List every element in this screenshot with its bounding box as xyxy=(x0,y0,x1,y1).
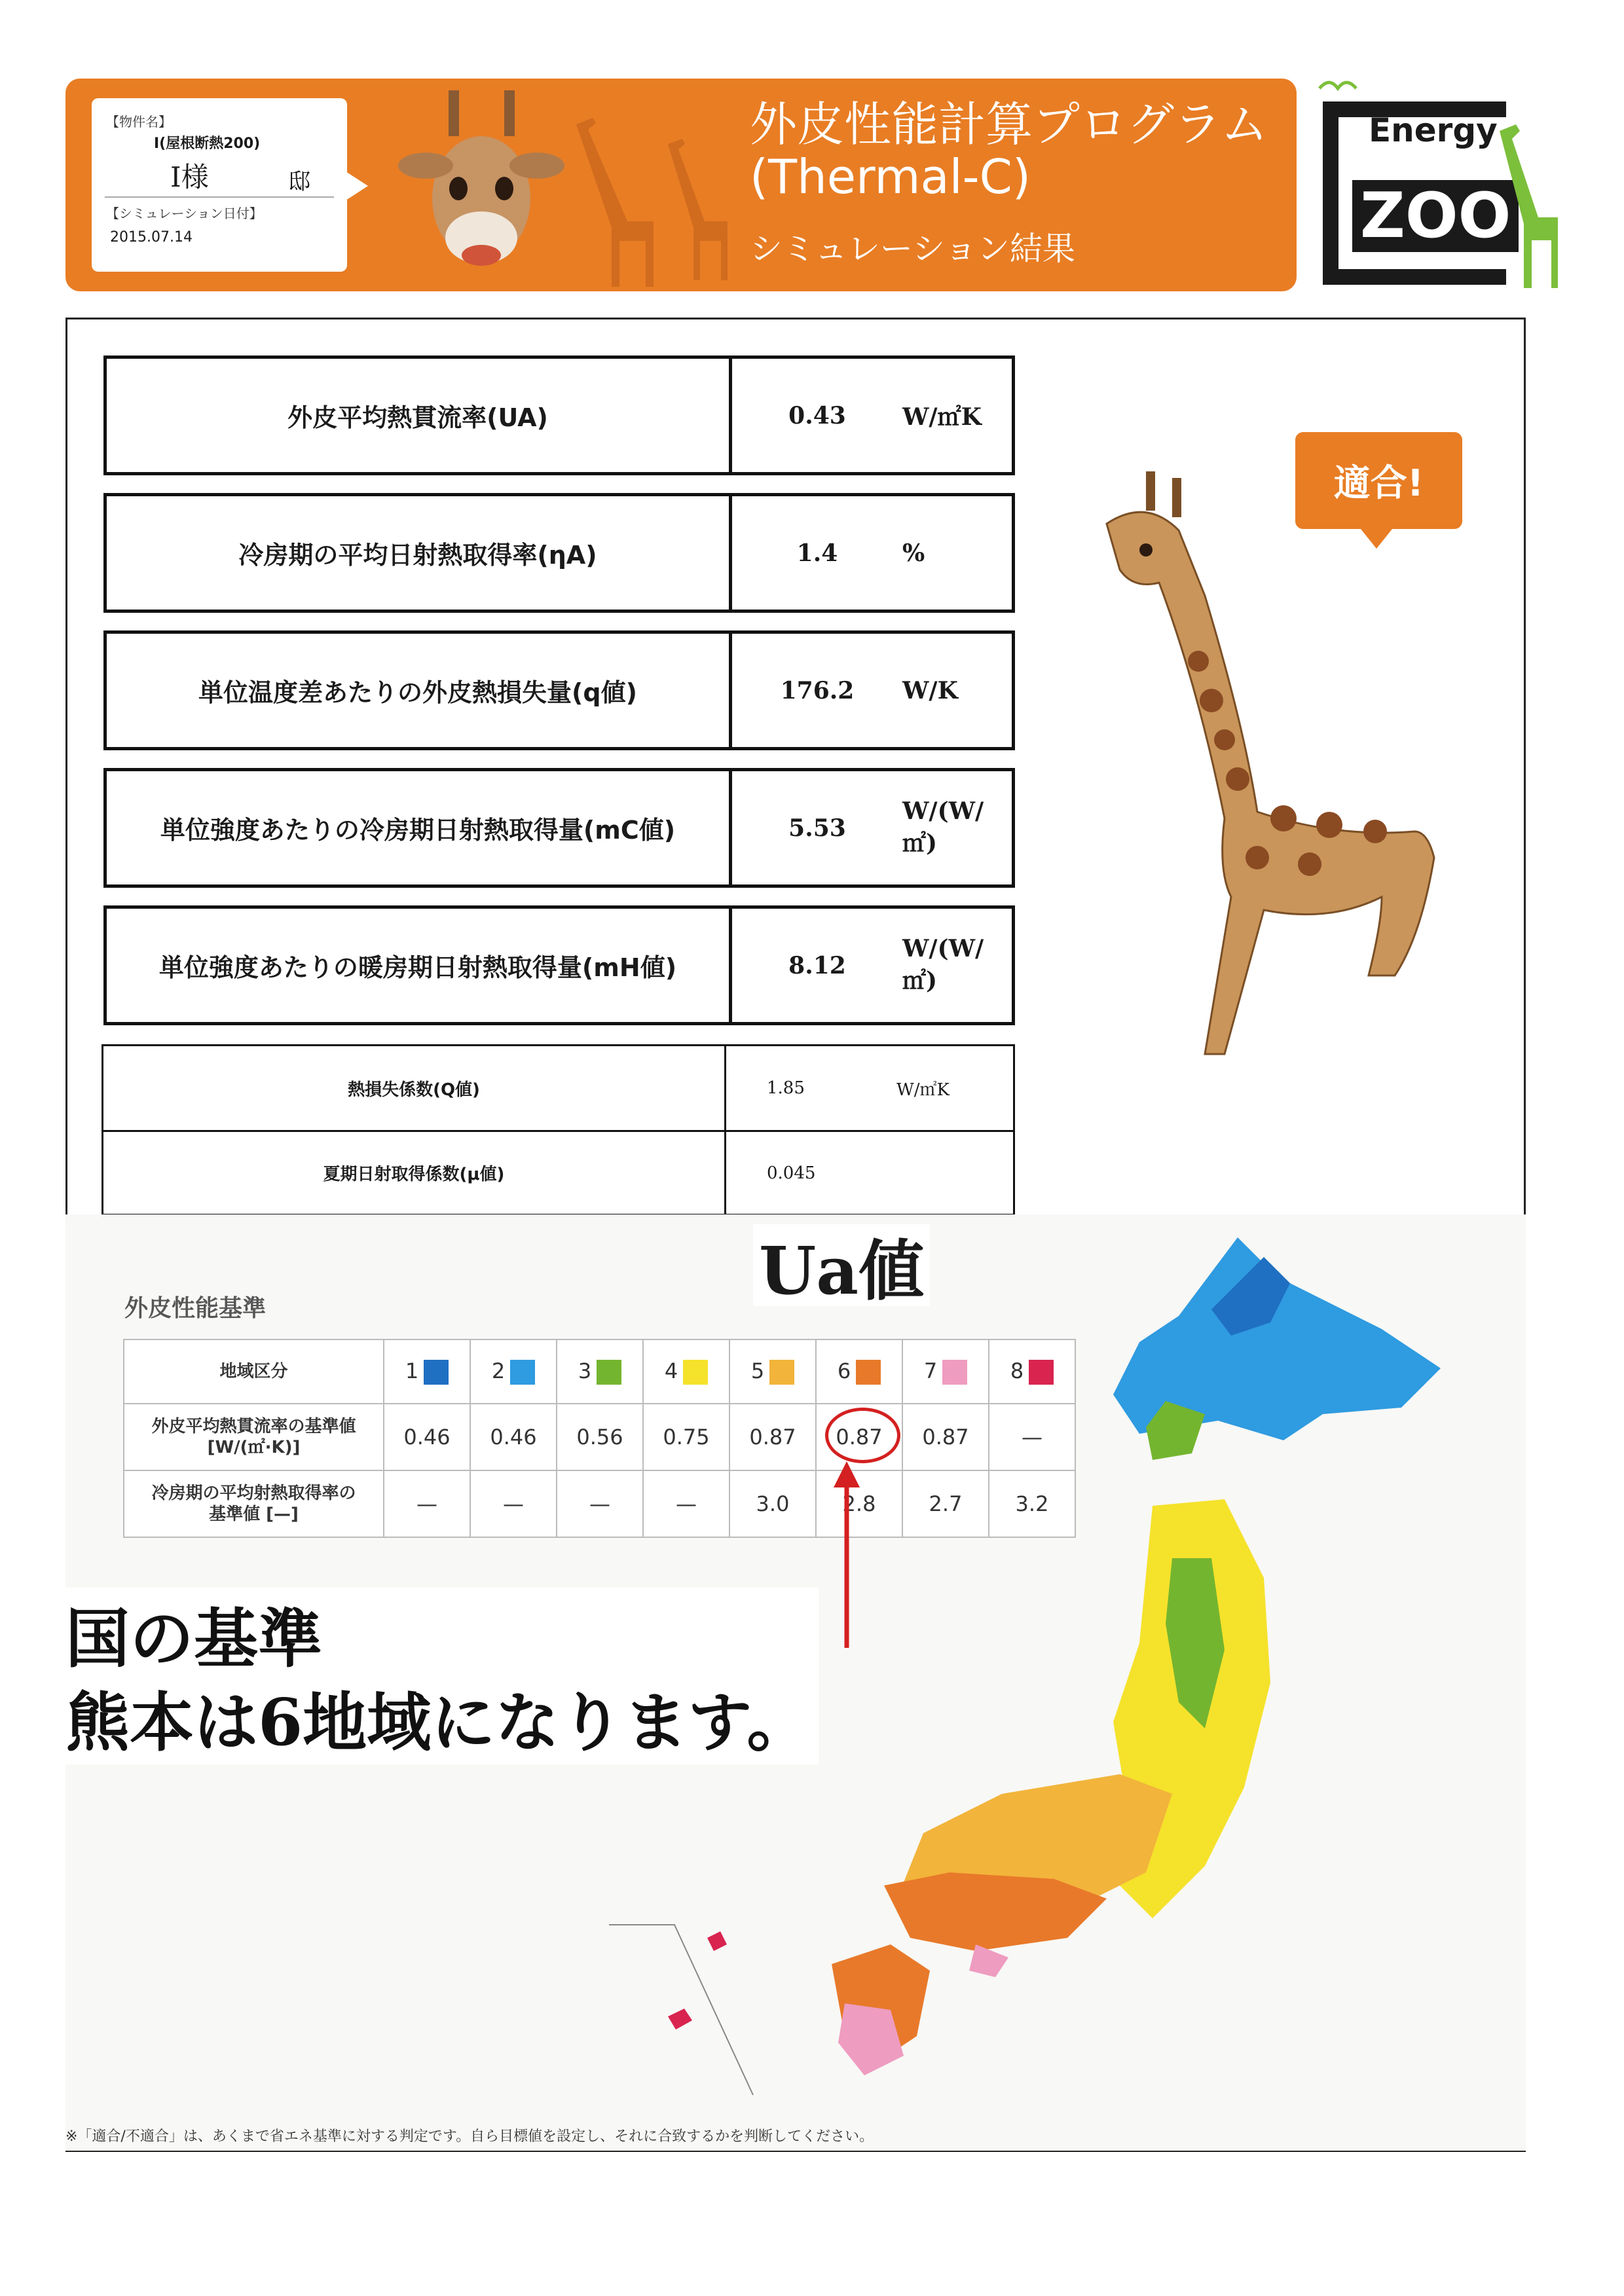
result-value: 0.045 xyxy=(767,1163,816,1183)
ua-row-label: 外皮平均熱貫流率の基準値 [W/(㎡·K)] xyxy=(124,1404,384,1470)
program-title xyxy=(750,98,1287,203)
highlight-circle xyxy=(825,1408,900,1463)
property-subtitle: I(屋根断熱200) xyxy=(154,136,261,152)
table-row xyxy=(124,1404,1075,1470)
result-unit: W/㎡K xyxy=(896,1080,950,1100)
ua-value: 0.87 xyxy=(902,1404,989,1470)
result-label: 単位温度差あたりの外皮熱損失量(q値) xyxy=(107,634,732,747)
result-label: 熱損失係数(Q値) xyxy=(103,1046,726,1130)
eta-value: — xyxy=(470,1470,557,1537)
ua-value: 0.87 xyxy=(729,1404,816,1470)
result-value: 5.53 xyxy=(788,814,846,842)
table-row xyxy=(124,1470,1075,1537)
swatch-icon xyxy=(769,1360,794,1385)
eta-value: — xyxy=(643,1470,729,1537)
standards-title: 外皮性能基準 xyxy=(124,1295,267,1322)
footnote: ※「適合/不適合」は、あくまで省エネ基準に対する判定です。自ら目標値を設定し、それに合致するかを判断してください。 xyxy=(65,2128,874,2145)
eta-value: 3.2 xyxy=(989,1470,1075,1537)
result-row-ua xyxy=(103,355,1015,475)
result-unit: W/(W/㎡) xyxy=(902,797,984,857)
region-3-header: 3 xyxy=(557,1339,643,1404)
note-line-1: 国の基準 xyxy=(65,1601,323,1677)
red-arrow-icon xyxy=(830,1461,863,1651)
result-value: 176.2 xyxy=(780,676,855,704)
result-row-eta xyxy=(103,493,1015,613)
property-label: 【物件名】 xyxy=(106,114,172,130)
ua-value: — xyxy=(989,1404,1075,1470)
property-info-card xyxy=(92,98,347,272)
table-row xyxy=(124,1339,1075,1404)
region-1-header: 1 xyxy=(384,1339,470,1404)
eta-value: 2.8 xyxy=(816,1470,902,1537)
result-value: 1.4 xyxy=(796,539,838,567)
result-value: 0.43 xyxy=(788,401,846,429)
result-unit: % xyxy=(902,539,925,567)
card-divider xyxy=(105,196,334,198)
region-8-header: 8 xyxy=(989,1339,1075,1404)
table-row xyxy=(103,1046,1013,1130)
result-label: 単位強度あたりの冷房期日射熱取得量(mC値) xyxy=(107,771,732,884)
verdict-badge: 適合! xyxy=(1295,432,1462,529)
result-label: 単位強度あたりの暖房期日射熱取得量(mH値) xyxy=(107,909,732,1022)
eta-value: 2.7 xyxy=(902,1470,989,1537)
swatch-icon xyxy=(942,1360,967,1385)
result-row-q xyxy=(103,630,1015,750)
swatch-icon xyxy=(597,1360,621,1385)
logo-bird-icon xyxy=(1316,72,1362,98)
swatch-icon xyxy=(510,1360,535,1385)
result-unit: W/K xyxy=(902,676,958,704)
ua-value: 0.87 xyxy=(816,1404,902,1470)
logo-zoo-text: ZOO xyxy=(1352,180,1519,252)
result-value: 8.12 xyxy=(788,951,846,979)
result-value: 1.85 xyxy=(767,1078,805,1098)
result-row-mc xyxy=(103,768,1015,888)
program-title-line1: 外皮性能計算プログラム xyxy=(750,97,1268,152)
logo-giraffe-icon xyxy=(1477,111,1568,288)
giraffe-head-icon xyxy=(386,84,576,280)
region-4-header: 4 xyxy=(643,1339,729,1404)
secondary-results-table xyxy=(101,1044,1015,1216)
energy-zoo-logo xyxy=(1316,72,1572,291)
ua-value: 0.56 xyxy=(557,1404,643,1470)
eta-value: — xyxy=(384,1470,470,1537)
logo-energy-text: Energy xyxy=(1369,111,1498,149)
card-pointer xyxy=(346,172,368,200)
region-2-header: 2 xyxy=(470,1339,557,1404)
table-row xyxy=(103,1130,1013,1214)
swatch-icon xyxy=(1029,1360,1054,1385)
eta-value: — xyxy=(557,1470,643,1537)
ua-value: 0.75 xyxy=(643,1404,729,1470)
swatch-icon xyxy=(683,1360,708,1385)
ua-label: Ua値 xyxy=(753,1224,930,1306)
customer-name: I様 xyxy=(170,161,209,193)
note-line-2: 熊本は6地域になります。 xyxy=(65,1685,811,1760)
program-title-line2: (Thermal-C) xyxy=(750,149,1031,204)
swatch-icon xyxy=(856,1360,881,1385)
result-label: 夏期日射取得係数(μ値) xyxy=(103,1132,726,1214)
ua-value: 0.46 xyxy=(384,1404,470,1470)
eta-value: 3.0 xyxy=(729,1470,816,1537)
giraffe-silhouettes-icon xyxy=(550,98,747,288)
eta-row-label: 冷房期の平均射熱取得率の 基準値 [—] xyxy=(124,1470,384,1537)
region-5-header: 5 xyxy=(729,1339,816,1404)
region-7-header: 7 xyxy=(902,1339,989,1404)
region-header: 地域区分 xyxy=(124,1339,384,1404)
program-subtitle: シミュレーション結果 xyxy=(750,230,1075,268)
note-box xyxy=(65,1588,819,1764)
standards-table xyxy=(123,1339,1076,1538)
result-label: 冷房期の平均日射熱取得率(ηA) xyxy=(107,496,732,610)
result-row-mh xyxy=(103,905,1015,1025)
result-unit: W/(W/㎡) xyxy=(902,935,984,994)
date-label: 【シミュレーション日付】 xyxy=(106,206,263,221)
swatch-icon xyxy=(424,1360,449,1385)
region-6-header: 6 xyxy=(816,1339,902,1404)
result-unit: W/㎡K xyxy=(902,403,982,431)
giraffe-illustration-icon xyxy=(1048,452,1467,1120)
result-unit xyxy=(896,1132,1013,1214)
simulation-date: 2015.07.14 xyxy=(110,229,193,246)
result-label: 外皮平均熱貫流率(UA) xyxy=(107,359,732,472)
residence-label: 邸 xyxy=(288,169,310,195)
ua-value: 0.46 xyxy=(470,1404,557,1470)
